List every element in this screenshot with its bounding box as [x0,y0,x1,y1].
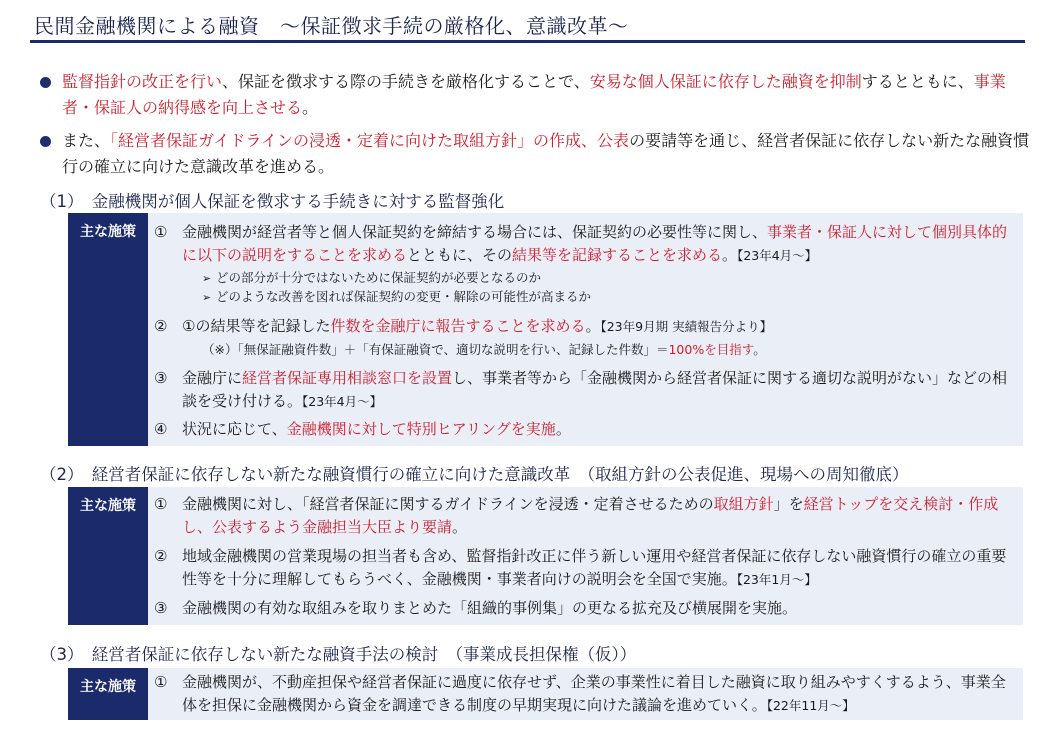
item-text [182,545,1016,591]
item-number: ④ [154,420,168,438]
section-1-item-4 [154,418,1016,441]
text-segment: し、事業者等から「金融機関から経営者保証に関する適切な説明がない」などの相談を受け付ける。 [182,369,1008,410]
date-note: 【23年4月～】 [737,248,818,263]
section-1-item-2 [154,315,1016,338]
tag-label: 主な施策 [80,224,136,240]
text-segment: するとともに、 [861,72,974,91]
date-note: 【22年11月～】 [766,698,855,713]
highlight-text: 監督指針の改正を行い [62,72,223,91]
sub-text: どのような改善を図れば保証契約の変更・解除の可能性が高まるか [216,289,592,304]
text-segment: 金融庁に [182,369,243,387]
date-note: 【23年1月～】 [736,572,817,587]
highlight-text: 事業者・保証人の納得感を向上させる [62,72,1006,117]
text-segment: 。 [753,342,766,357]
bullet-dot-icon [40,77,51,88]
tag-label: 主な施策 [80,679,136,695]
highlight-text: 結果等を記録することを求める [512,246,723,264]
section-3-box [68,668,1023,720]
item-number: ② [154,547,168,565]
section-1-box [68,213,1023,446]
date-note: 【23年9月期 実績報告分より】 [600,319,773,334]
text-segment: の要請等を通じ、経営者保証に依存しない新たな融資慣行の確立に向けた意識改革を進める。 [62,131,1030,176]
section-3-item-1 [154,671,1016,717]
highlight-text: 経営者保証専用相談窓口を設置 [242,369,453,387]
text-segment: 状況に応じて、 [182,420,287,438]
section-1-tag [68,213,148,446]
section-2-item-1 [154,493,1016,539]
highlight-text: 金融機関に対して特別ヒアリングを実施 [286,420,556,438]
highlight-text: 取組方針 [713,495,774,513]
page-title: 民間金融機関による融資 ～保証徴求手続の厳格化、意識改革～ [34,14,629,38]
text-segment: とともに、その [407,246,513,264]
item-number: ② [154,317,168,335]
item-text [182,493,1016,539]
text-segment: 」を [773,495,804,513]
text-segment: 。 [302,98,319,117]
item-number: ① [154,223,168,241]
item-text [182,597,1016,620]
section-1-item-1-sub-2 [202,288,591,307]
section-1-item-3 [154,367,1016,413]
item-number: ③ [154,599,168,617]
section-1-heading: （1） 金融機関が個人保証を徴求する手続きに対する監督強化 [40,192,505,211]
item-number: ③ [154,369,168,387]
text-segment: 金融機関が、不動産担保や経営者保証に過度に依存せず、企業の事業性に着目した融資に取り組みやすくするよう、事業全体を担保に金融機関から資金を調達できる制度の早期実現に向けた議論を進めていく。 [182,673,1006,714]
tag-label: 主な施策 [80,498,136,514]
sub-text: どの部分が十分ではないために保証契約が必要となるのか [216,270,542,285]
highlight-text: 事業者・保証人に対して個別具体的に以下の説明をすることを求める [182,223,1008,264]
section-1-item-1-sub-1 [202,269,541,288]
section-3-tag [68,668,148,720]
text-segment: 。 [452,518,468,536]
highlight-text: 安易な個人保証に依存した融資を抑制 [589,72,862,91]
title-bar [0,0,1055,44]
item-text [182,671,1016,717]
bullet-2-text [62,128,1030,180]
section-2-item-3 [154,597,1016,620]
text-segment: 金融機関が経営者等と個人保証契約を締結する場合には、保証契約の必要性等に関し、 [182,223,768,241]
section-1-item-2-note [202,341,766,359]
item-text [182,367,1016,413]
arrow-icon: ➢ [202,291,212,304]
text-segment: 金融機関に対し、「経営者保証に関するガイドラインを浸透・定着させるための [182,495,714,513]
text-segment: ①の結果等を記録した [182,317,331,335]
section-2-tag [68,487,148,625]
highlight-text: 100%を目指す [668,342,754,357]
item-number: ① [154,495,168,513]
text-segment: 、保証を徴求する際の手続きを厳格化することで、 [222,72,590,91]
section-2-box [68,487,1023,625]
item-text [182,221,1016,267]
section-3-heading: （3） 経営者保証に依存しない新たな融資手法の検討 （事業成長担保権（仮）） [40,645,637,664]
section-2-item-2 [154,545,1016,591]
text-segment: また、 [62,131,111,150]
highlight-text: 経営トップを交え検討・作成し、公表するよう金融担当大臣より要請 [182,495,999,536]
bullet-dot-icon [40,136,51,147]
text-segment: 。 [555,420,571,438]
text-segment: 金融機関の有効な取組みを取りまとめた「組織的事例集」の更なる拡充及び横展開を実施。 [182,599,798,617]
date-note: 【23年4月～】 [302,394,383,409]
highlight-text: 件数を金融庁に報告することを求める [330,317,586,335]
title-divider [30,40,1025,43]
item-text [182,315,1016,338]
item-text [182,418,1016,441]
text-segment: 。 [722,246,738,264]
text-segment: （※）「無保証融資件数」＋「有保証融資で、適切な説明を行い、記録した件数」＝ [202,342,669,357]
highlight-text: 「経営者保証ガイドラインの浸透・定着に向けた取組方針」の作成、公表 [110,131,630,150]
bullet-2 [40,128,1030,180]
section-1-item-1 [154,221,1016,267]
text-segment: 。 [585,317,601,335]
arrow-icon: ➢ [202,272,212,285]
text-segment: 地域金融機関の営業現場の担当者も含め、監督指針改正に伴う新しい運用や経営者保証に依存しない融資慣行の確立の重要性等を十分に理解してもらうべく、金融機関・事業者向けの説明会を全国で実施。 [182,547,1007,588]
section-2-heading: （2） 経営者保証に依存しない新たな融資慣行の確立に向けた意識改革 （取組方針の公表促進、現場への周知徹底） [40,465,909,484]
bullet-1 [40,69,1030,121]
item-number: ① [154,673,168,691]
bullet-1-text [62,69,1030,121]
